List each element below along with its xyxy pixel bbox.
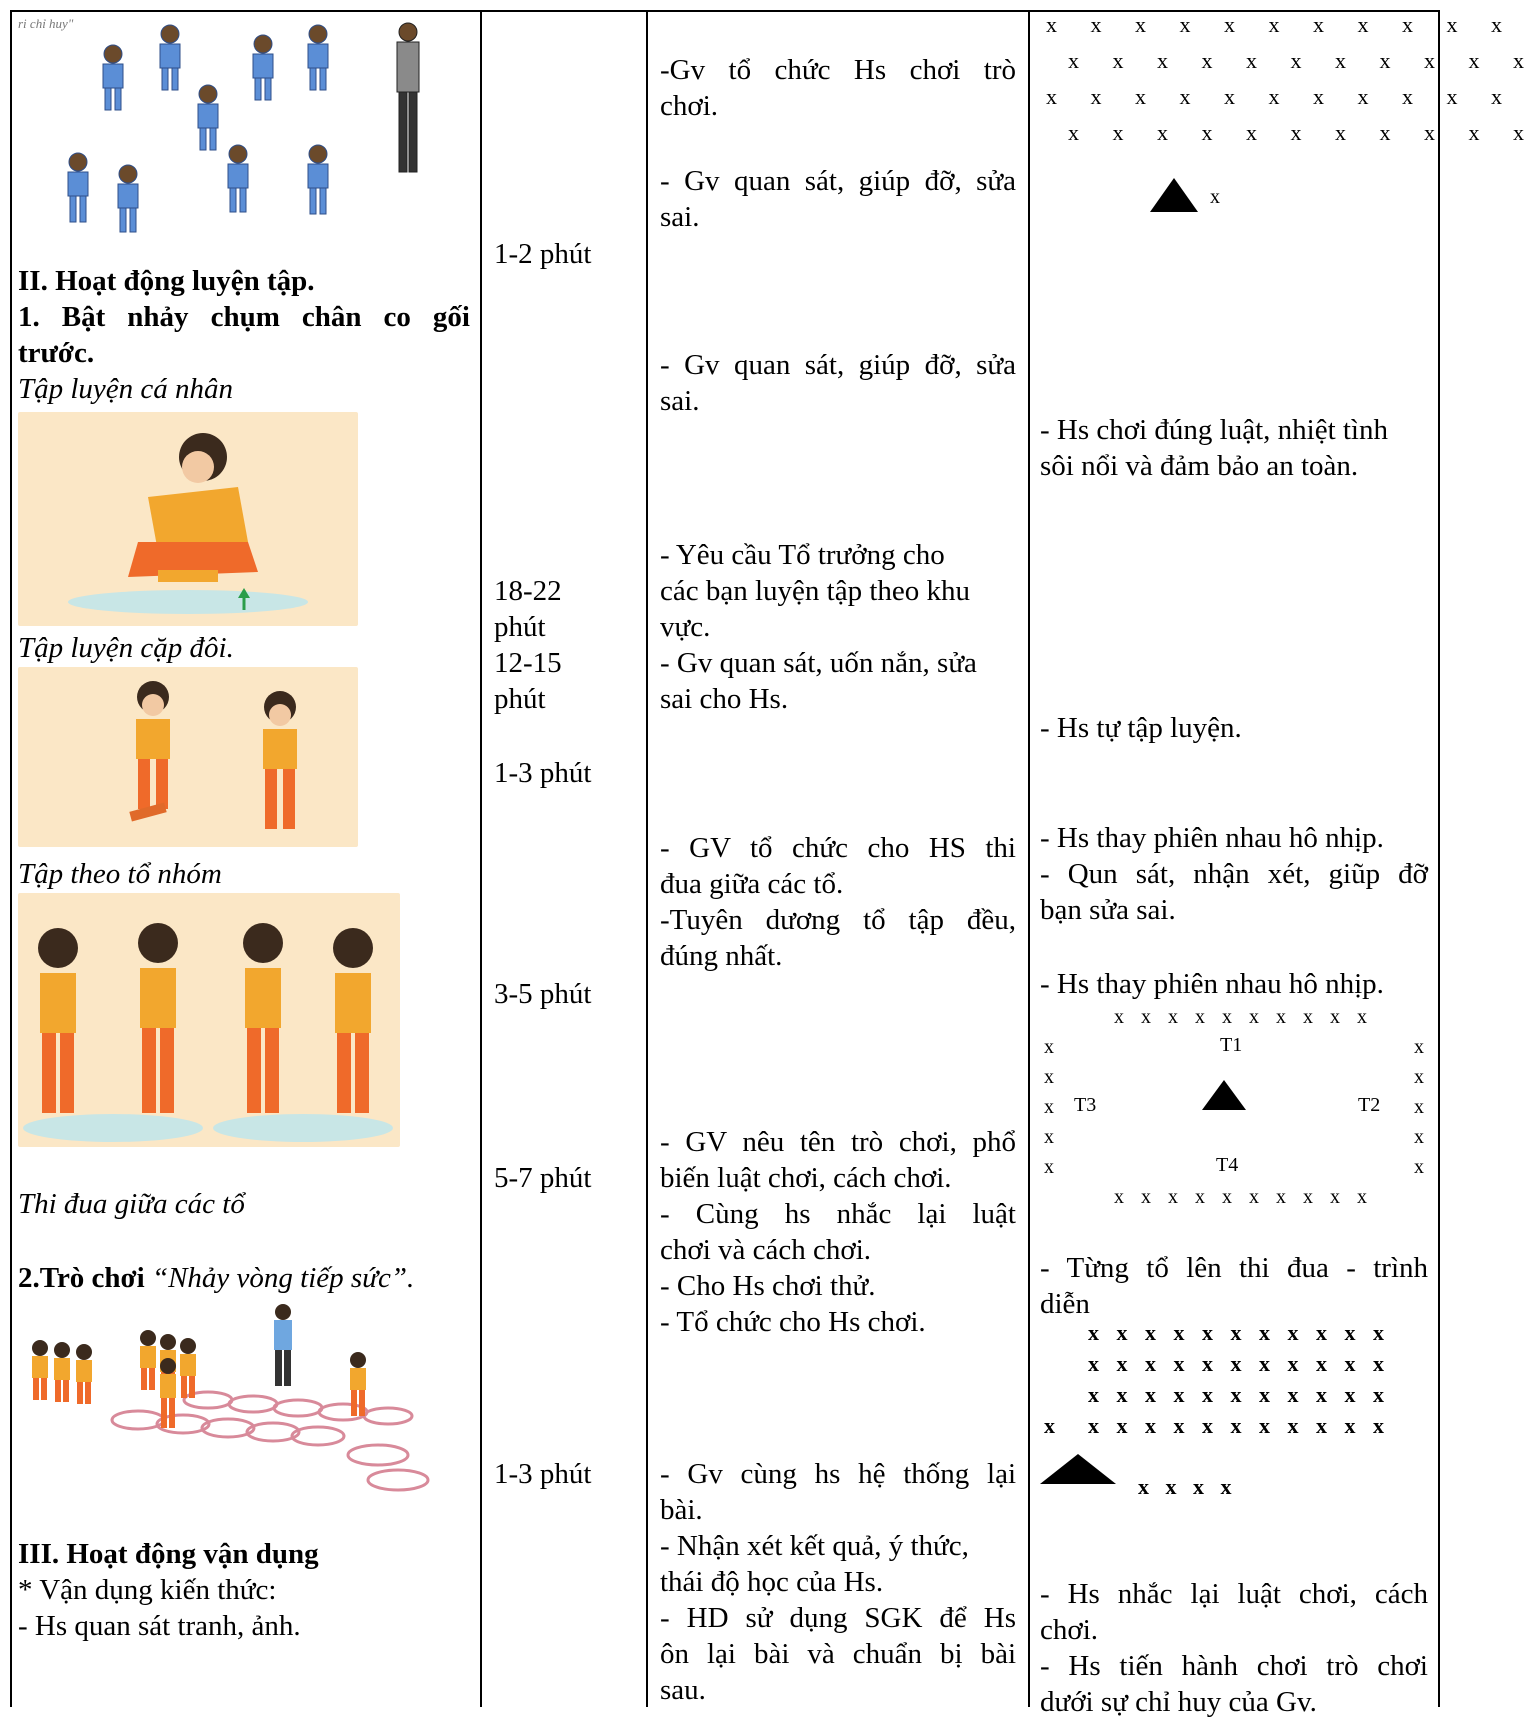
exercise-title: 1. Bật nhảy chụm chân co gối xyxy=(18,301,470,333)
teacher-e4: đúng nhất. xyxy=(660,940,783,972)
table-border-left xyxy=(10,10,12,1707)
block-row-4-first: x xyxy=(1044,1413,1061,1438)
formation-row-2: x x x x x x x x x x x xyxy=(1068,48,1538,73)
teacher-g2: bài. xyxy=(660,1494,703,1526)
student-p4b: bạn sửa sai. xyxy=(1040,894,1176,926)
grid-bottom-row: x x x x x x x x x x xyxy=(1114,1186,1373,1208)
teacher-d4: - Gv quan sát, uốn nắn, sửa xyxy=(660,647,977,679)
formation-row-1: x x x x x x x x x x x xyxy=(1046,12,1516,37)
time-5: 3-5 phút xyxy=(494,978,592,1010)
student-p8a: - Hs tiến hành chơi trò chơi xyxy=(1040,1650,1428,1682)
teacher-d5: sai cho Hs. xyxy=(660,683,789,715)
subheading-group: Tập theo tổ nhóm xyxy=(18,858,222,890)
teacher-f3: - Cùng hs nhắc lại luật xyxy=(660,1198,1016,1230)
teacher-f1: - GV nêu tên trò chơi, phổ xyxy=(660,1126,1016,1158)
game-label: 2.Trò chơi xyxy=(18,1262,152,1294)
time-7: 1-3 phút xyxy=(494,1458,592,1490)
image-caption-fragment: ri chỉ huy" xyxy=(18,16,74,31)
teacher-d3: vực. xyxy=(660,611,711,643)
student-p7b: chơi. xyxy=(1040,1614,1099,1646)
block-row-4: x x x x x x x x x x x xyxy=(1088,1413,1390,1438)
grid-left-x-3: x xyxy=(1044,1096,1054,1118)
teacher-d1: - Yêu cầu Tổ trưởng cho xyxy=(660,539,945,571)
subheading-pair: Tập luyện cặp đôi. xyxy=(18,632,234,664)
relay-hoop-game-illustration xyxy=(18,1300,448,1502)
table-border-right xyxy=(1438,10,1440,1707)
grid-right-x-5: x xyxy=(1414,1156,1424,1178)
grid-right-x-1: x xyxy=(1414,1036,1424,1058)
teacher-f5: - Cho Hs chơi thử. xyxy=(660,1270,876,1302)
team-label-t1: T1 xyxy=(1220,1034,1243,1056)
teacher-f4: chơi và cách chơi. xyxy=(660,1234,872,1266)
student-p7a: - Hs nhắc lại luật chơi, cách xyxy=(1040,1578,1428,1610)
individual-jump-illustration xyxy=(18,412,358,626)
time-3b: phút xyxy=(494,683,546,715)
formation-row-4: x x x x x x x x x x x xyxy=(1068,120,1538,145)
teacher-position-triangle xyxy=(1150,178,1198,212)
time-4: 1-3 phút xyxy=(494,757,592,789)
student-p1a: - Hs chơi đúng luật, nhiệt tình xyxy=(1040,414,1388,446)
teacher-g5: - HD sử dụng SGK để Hs xyxy=(660,1602,1016,1634)
student-p2: - Hs tự tập luyện. xyxy=(1040,712,1242,744)
teacher-g1: - Gv cùng hs hệ thống lại xyxy=(660,1458,1016,1490)
block-row-3: x x x x x x x x x x x xyxy=(1088,1382,1390,1407)
game-name: “Nhảy vòng tiếp sức”. xyxy=(151,1262,415,1294)
teacher-a1: -Gv tổ chức Hs chơi trò xyxy=(660,54,1016,86)
teacher-center-triangle xyxy=(1202,1080,1246,1110)
grid-right-x-3: x xyxy=(1414,1096,1424,1118)
teacher-f2: biến luật chơi, cách chơi. xyxy=(660,1162,952,1194)
teacher-d2: các bạn luyện tập theo khu xyxy=(660,575,971,607)
student-p8b: dưới sự chỉ huy của Gv. xyxy=(1040,1686,1317,1718)
time-1: 1-2 phút xyxy=(494,238,592,270)
subheading-compete: Thi đua giữa các tổ xyxy=(18,1188,245,1220)
team-label-t2: T2 xyxy=(1358,1094,1381,1116)
exercise-title-cont: trước. xyxy=(18,337,95,369)
teacher-f6: - Tổ chức cho Hs chơi. xyxy=(660,1306,926,1338)
teacher-b1: - Gv quan sát, giúp đỡ, sửa xyxy=(660,165,1016,197)
time-3a: 12-15 xyxy=(494,647,562,679)
lesson-table xyxy=(10,10,1538,1718)
section-title-practice: II. Hoạt động luyện tập. xyxy=(18,265,315,297)
teacher-c2: sai. xyxy=(660,385,700,417)
student-p3: - Hs thay phiên nhau hô nhịp. xyxy=(1040,822,1384,854)
grid-right-x-4: x xyxy=(1414,1126,1424,1148)
grid-right-x-2: x xyxy=(1414,1066,1424,1088)
team-label-t4: T4 xyxy=(1216,1154,1239,1176)
subheading-individual: Tập luyện cá nhân xyxy=(18,373,234,405)
teacher-e2: đua giữa các tổ. xyxy=(660,868,844,900)
student-p1b: sôi nổi và đảm bảo an toàn. xyxy=(1040,450,1359,482)
time-2a: 18-22 xyxy=(494,575,562,607)
teacher-c1: - Gv quan sát, giúp đỡ, sửa xyxy=(660,349,1016,381)
formation-row-3: x x x x x x x x x x x xyxy=(1046,84,1516,109)
column-divider-1 xyxy=(480,10,482,1707)
time-2b: phút xyxy=(494,611,546,643)
teacher-a2: chơi. xyxy=(660,90,719,122)
formation-single-x: x xyxy=(1210,186,1220,208)
student-p6a: - Từng tổ lên thi đua - trình xyxy=(1040,1252,1428,1284)
team-label-t3: T3 xyxy=(1074,1094,1097,1116)
teacher-g6: ôn lại bài và chuẩn bị bài xyxy=(660,1638,1016,1670)
student-p5: - Hs thay phiên nhau hô nhịp. xyxy=(1040,968,1384,1000)
observe-pictures-text: - Hs quan sát tranh, ảnh. xyxy=(18,1610,301,1642)
section-title-apply: III. Hoạt động vận dụng xyxy=(18,1538,319,1570)
student-p6b: diễn xyxy=(1040,1288,1090,1320)
apply-knowledge-text: * Vận dụng kiến thức: xyxy=(18,1574,277,1606)
column-divider-3 xyxy=(1028,10,1030,1707)
commander-game-illustration xyxy=(18,14,468,250)
relay-line-x: x x x x xyxy=(1138,1474,1232,1499)
teacher-e1: - GV tổ chức cho HS thi xyxy=(660,832,1016,864)
teacher-g4: thái độ học của Hs. xyxy=(660,1566,884,1598)
column-divider-2 xyxy=(646,10,648,1707)
teacher-bottom-triangle xyxy=(1040,1454,1116,1484)
grid-left-x-4: x xyxy=(1044,1126,1054,1148)
student-p4a: - Qun sát, nhận xét, giũp đỡ xyxy=(1040,858,1428,890)
block-row-1: x x x x x x x x x x x xyxy=(1088,1320,1390,1345)
teacher-e3: -Tuyên dương tổ tập đều, xyxy=(660,904,1016,936)
teacher-b2: sai. xyxy=(660,201,700,233)
block-row-2: x x x x x x x x x x x xyxy=(1088,1351,1390,1376)
time-6: 5-7 phút xyxy=(494,1162,592,1194)
game-title xyxy=(18,1260,414,1296)
teacher-g3: - Nhận xét kết quả, ý thức, xyxy=(660,1530,969,1562)
group-practice-illustration xyxy=(18,893,400,1147)
grid-left-x-2: x xyxy=(1044,1066,1054,1088)
teacher-g7: sau. xyxy=(660,1674,706,1706)
grid-top-row: x x x x x x x x x x xyxy=(1114,1006,1373,1028)
pair-jump-illustration xyxy=(18,667,358,847)
grid-left-x-1: x xyxy=(1044,1036,1054,1058)
grid-left-x-5: x xyxy=(1044,1156,1054,1178)
